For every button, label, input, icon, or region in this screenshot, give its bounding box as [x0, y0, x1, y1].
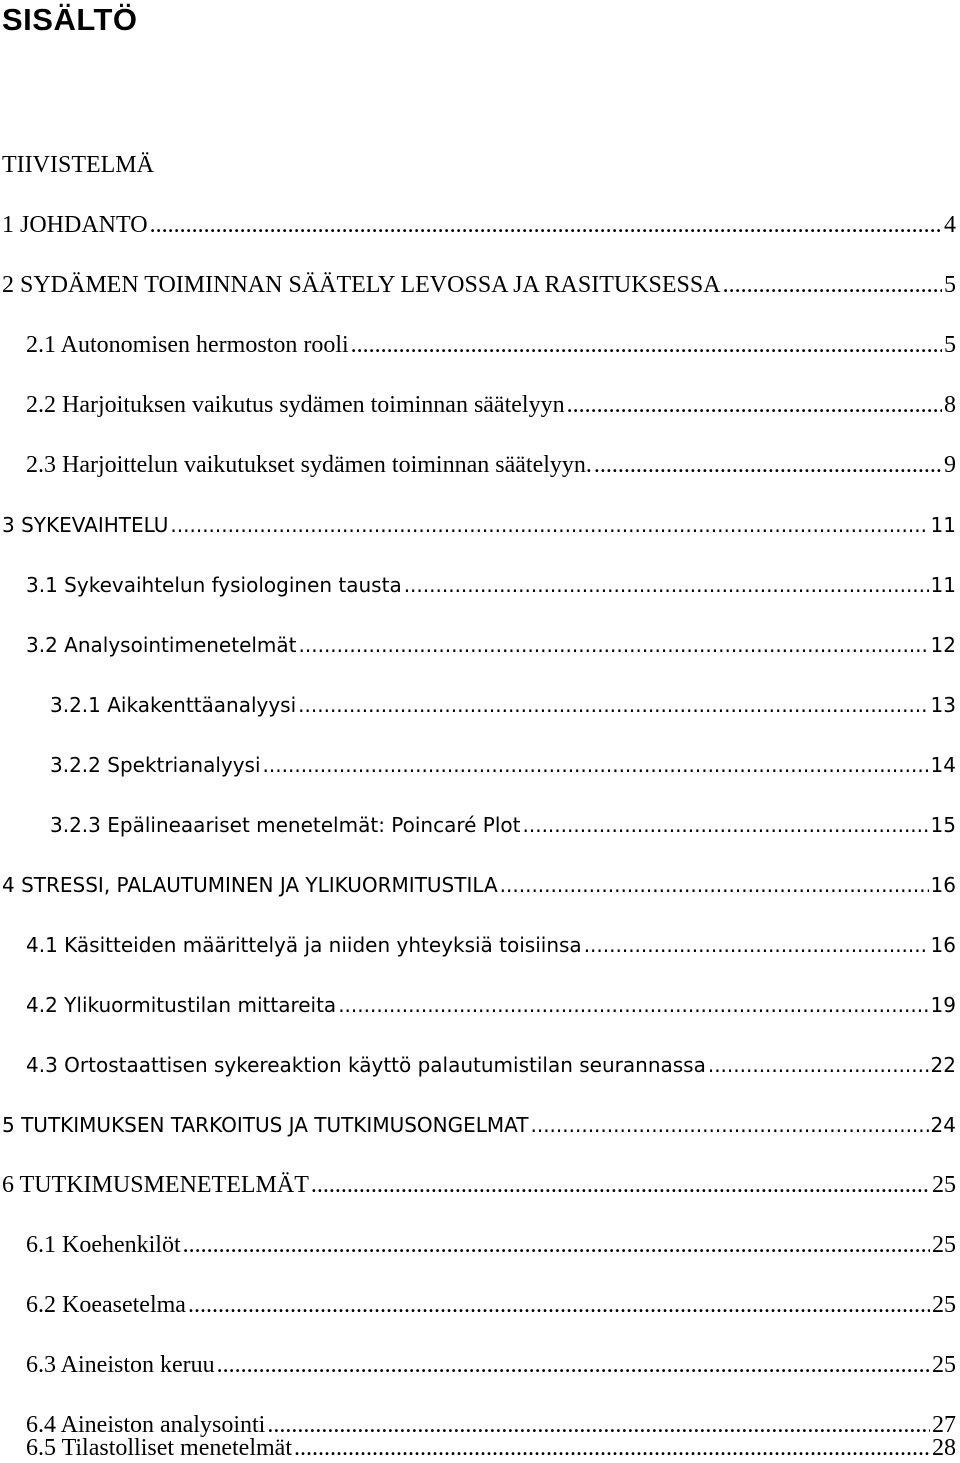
toc-entry — [0, 510, 960, 540]
toc-entry-page: 5 — [944, 332, 956, 358]
toc-entry-title: 4.2 Ylikuormitustilan mittareita — [26, 993, 337, 1017]
toc-entry-title: 6.2 Koeasetelma — [26, 1292, 186, 1318]
toc-entry — [0, 810, 960, 840]
toc-entry — [0, 330, 960, 360]
toc-entry-title: 2.2 Harjoituksen vaikutus sydämen toiminnan säätelyyn — [26, 392, 565, 418]
toc-entry-page: 19 — [930, 993, 956, 1017]
toc-entry-title: 3.2 Analysointimenetelmät — [26, 633, 297, 657]
toc-entry-page: 16 — [930, 933, 956, 957]
toc-dot-leader — [217, 1350, 930, 1380]
toc-entry-title: 6.4 Aineiston analysointi — [26, 1412, 266, 1438]
toc-entry-page: 8 — [944, 392, 956, 418]
page-title: SISÄLTÖ — [2, 2, 138, 37]
toc-entry — [0, 1170, 960, 1200]
toc-entry-title: 3.2.1 Aikakenttäanalyysi — [50, 693, 297, 717]
toc-entry-page: 25 — [932, 1232, 956, 1258]
toc-entry — [0, 390, 960, 420]
toc-dot-leader — [150, 210, 942, 240]
toc-entry — [0, 1050, 960, 1080]
toc-entry — [0, 1290, 960, 1320]
toc-dot-leader — [299, 630, 929, 660]
toc-dot-leader — [294, 1433, 930, 1463]
toc-entry — [0, 1230, 960, 1260]
toc-entry-page: 4 — [944, 212, 956, 238]
toc-entry-page: 24 — [930, 1113, 956, 1137]
toc-entry-page: 28 — [932, 1435, 956, 1461]
toc-entry-page: 12 — [930, 633, 956, 657]
toc-entry — [0, 990, 960, 1020]
toc-entry-title: 6 TUTKIMUSMENETELMÄT — [2, 1172, 309, 1198]
toc-entry-title: 2 SYDÄMEN TOIMINNAN SÄÄTELY LEVOSSA JA RASITUKSESSA — [2, 272, 721, 298]
toc-entry-page: 9 — [944, 452, 956, 478]
toc-entry — [0, 630, 960, 660]
toc-entry-title: 6.5 Tilastolliset menetelmät — [26, 1435, 292, 1461]
toc-entry-page: 13 — [930, 693, 956, 717]
toc-dot-leader — [338, 990, 928, 1020]
toc-entry-abstract: TIIVISTELMÄ — [2, 152, 154, 178]
toc-entry — [0, 570, 960, 600]
toc-dot-leader — [594, 450, 942, 480]
toc-entry — [0, 690, 960, 720]
toc-entry-title: 2.3 Harjoittelun vaikutukset sydämen toiminnan säätelyyn. — [26, 452, 592, 478]
toc-dot-leader — [584, 930, 929, 960]
toc-entry-title: 1 JOHDANTO — [2, 212, 148, 238]
toc-entry-page: 15 — [930, 813, 956, 837]
toc-entry — [0, 270, 960, 300]
toc-entry-title: 5 TUTKIMUKSEN TARKOITUS JA TUTKIMUSONGELMAT — [2, 1113, 529, 1137]
toc-entry — [0, 750, 960, 780]
toc-entry-title: 4.1 Käsitteiden määrittelyä ja niiden yhteyksiä toisiinsa — [26, 933, 582, 957]
toc-entry — [0, 1110, 960, 1140]
toc-dot-leader — [188, 1290, 930, 1320]
toc-entry — [0, 1433, 960, 1463]
toc-entry — [0, 1350, 960, 1380]
toc-entry-title: 3.2.3 Epälineaariset menetelmät: Poincaré Plot — [50, 813, 521, 837]
toc-entry-page: 25 — [932, 1352, 956, 1378]
toc-entry-title: 3.1 Sykevaihtelun fysiologinen tausta — [26, 573, 402, 597]
toc-entry-page: 11 — [930, 513, 956, 537]
toc-entry — [0, 210, 960, 240]
toc-dot-leader — [723, 270, 942, 300]
toc-dot-leader — [170, 510, 928, 540]
toc-entry-page: 14 — [930, 753, 956, 777]
toc-entry-page: 25 — [932, 1292, 956, 1318]
toc-dot-leader — [523, 810, 929, 840]
toc-entry — [0, 450, 960, 480]
toc-entry-title: 6.3 Aineiston keruu — [26, 1352, 215, 1378]
toc-entry-title: 3 SYKEVAIHTELU — [2, 513, 169, 537]
toc-dot-leader — [500, 870, 929, 900]
toc-entry — [0, 870, 960, 900]
toc-entry-page: 16 — [930, 873, 956, 897]
toc-dot-leader — [298, 690, 928, 720]
toc-entry-title: 2.1 Autonomisen hermoston rooli — [26, 332, 349, 358]
toc-entry — [0, 930, 960, 960]
toc-entry-page: 22 — [930, 1053, 956, 1077]
toc-dot-leader — [530, 1110, 928, 1140]
toc-entry-title: 6.1 Koehenkilöt — [26, 1232, 181, 1258]
toc-dot-leader — [263, 750, 929, 780]
toc-entry-title: 4.3 Ortostaattisen sykereaktion käyttö palautumistilan seurannassa — [26, 1053, 706, 1077]
toc-dot-leader — [567, 390, 942, 420]
toc-entry-title: 4 STRESSI, PALAUTUMINEN JA YLIKUORMITUSTILA — [2, 873, 498, 897]
toc-dot-leader — [183, 1230, 930, 1260]
toc-dot-leader — [708, 1050, 929, 1080]
toc-entry-title: 3.2.2 Spektrianalyysi — [50, 753, 261, 777]
toc-entry-page: 5 — [944, 272, 956, 298]
toc-entry-page: 11 — [930, 573, 956, 597]
toc-dot-leader — [404, 570, 929, 600]
toc-dot-leader — [311, 1170, 930, 1200]
toc-entry-page: 25 — [932, 1172, 956, 1198]
toc-dot-leader — [351, 330, 942, 360]
toc-entry-page: 27 — [932, 1412, 956, 1438]
